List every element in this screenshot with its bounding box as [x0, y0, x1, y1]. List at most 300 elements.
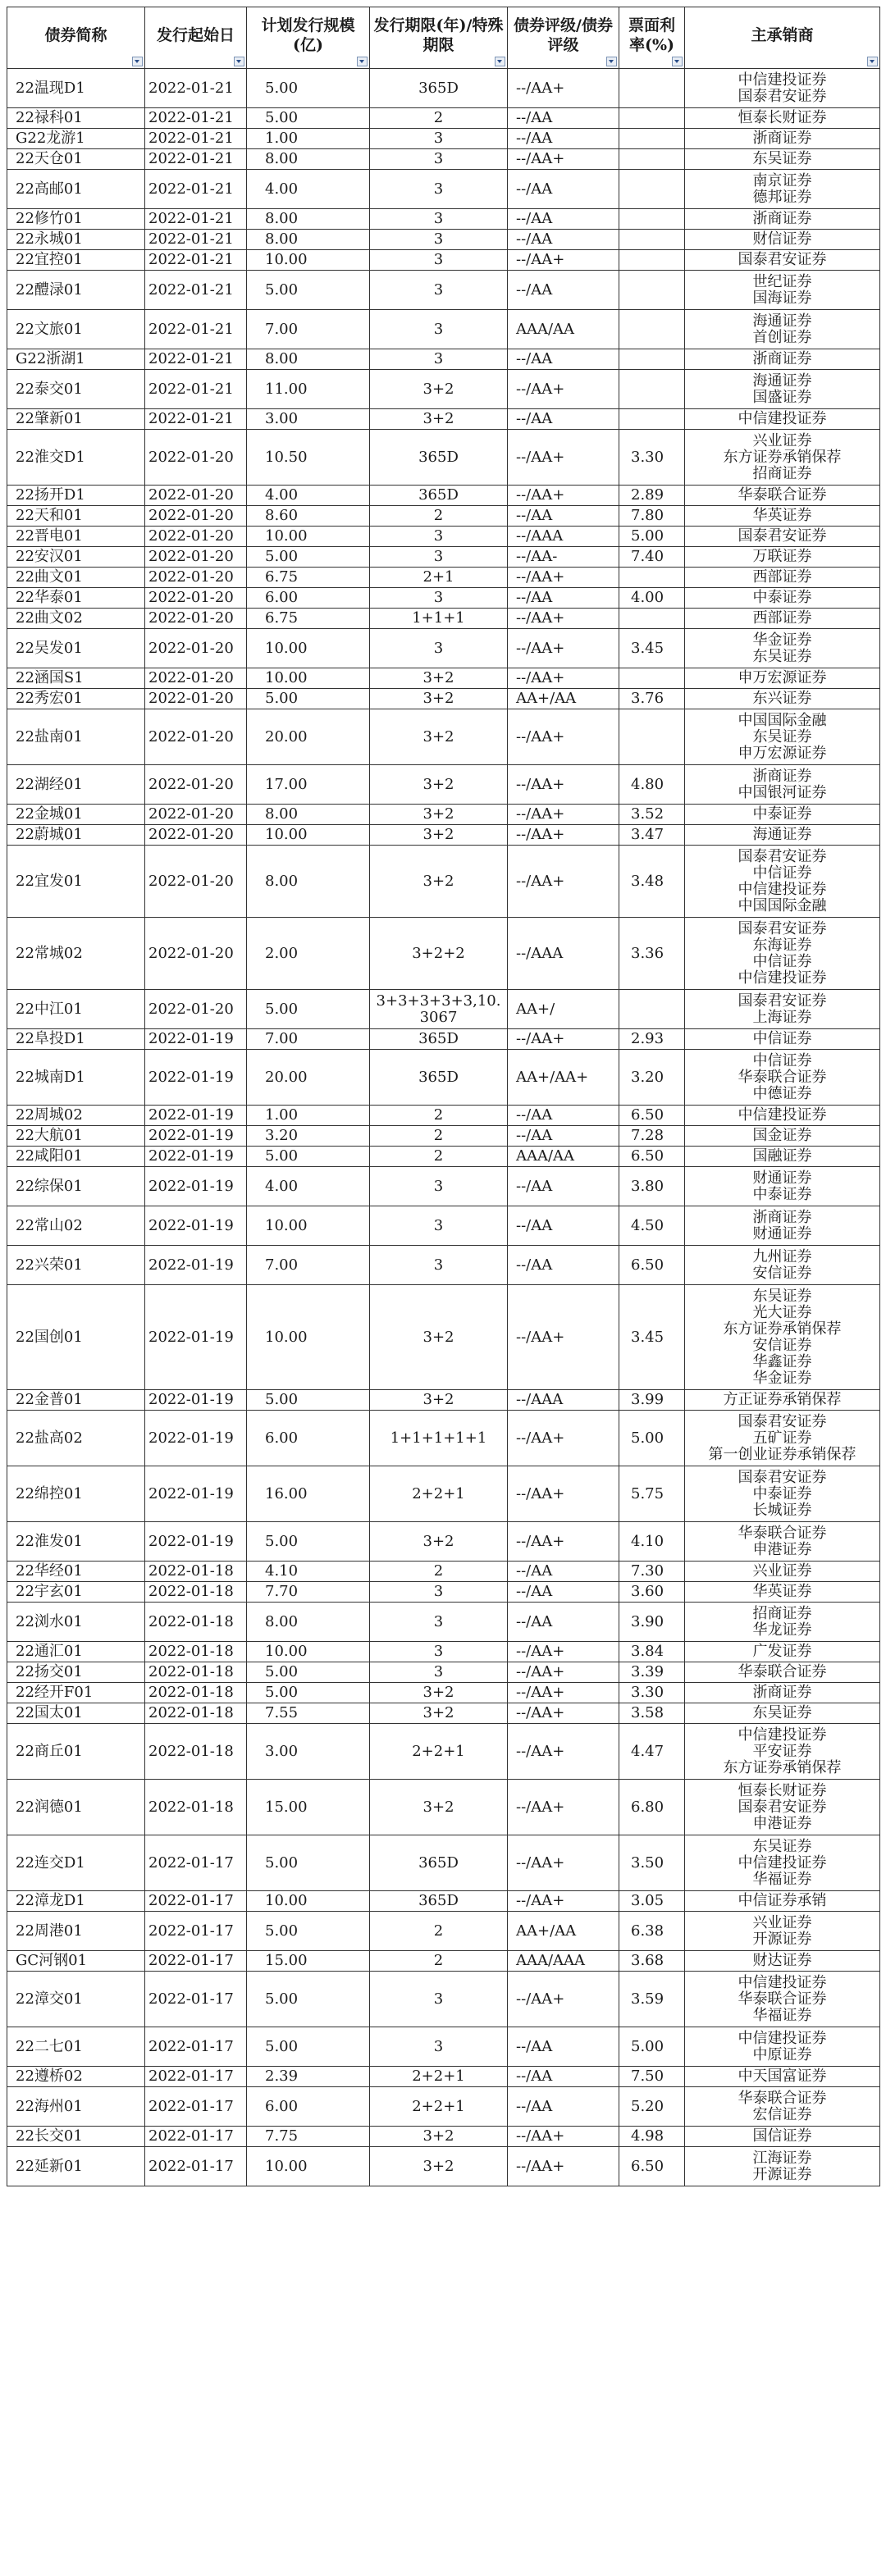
cell-term: 365D: [370, 486, 508, 506]
table-row: [7, 689, 880, 709]
cell-rating: --/AA+: [508, 250, 619, 271]
header-underwriter: 主承销商: [685, 7, 880, 69]
cell-planned-size: 7.00: [247, 310, 370, 349]
table-row: [7, 1912, 880, 1951]
table-row: [7, 209, 880, 230]
cell-bond-name: 22永城01: [7, 230, 145, 250]
underwriter-name: 海通证券: [752, 372, 812, 390]
filter-dropdown-icon[interactable]: [672, 57, 683, 66]
cell-bond-name: 22淮发01: [7, 1522, 145, 1562]
underwriter-name: 东方证券承销保荐: [723, 1758, 842, 1776]
cell-term: 2+2+1: [370, 1466, 508, 1522]
underwriter-name: 开源证券: [752, 1930, 812, 1948]
cell-term: 3: [370, 250, 508, 271]
cell-planned-size: 10.00: [247, 527, 370, 547]
cell-term: 1+1+1+1+1: [370, 1411, 508, 1466]
underwriter-name: 国盛证券: [752, 388, 812, 406]
table-row: [7, 1147, 880, 1167]
cell-planned-size: 17.00: [247, 765, 370, 805]
cell-issue-date: 2022-01-19: [145, 1466, 247, 1522]
cell-rating: --/AA: [508, 1582, 619, 1603]
cell-coupon-rate: [619, 69, 685, 108]
underwriter-name: 浙商证券: [752, 210, 812, 227]
filter-dropdown-icon[interactable]: [234, 57, 244, 66]
cell-planned-size: 8.00: [247, 1603, 370, 1642]
cell-term: 365D: [370, 430, 508, 486]
cell-bond-name: 22大航01: [7, 1126, 145, 1147]
underwriter-name: 浙商证券: [752, 130, 812, 147]
cell-issue-date: 2022-01-21: [145, 108, 247, 129]
cell-issue-date: 2022-01-19: [145, 1147, 247, 1167]
header-rating: 债券评级/债券评级: [508, 7, 619, 69]
underwriter-name: 德邦证券: [752, 188, 812, 206]
table-row: [7, 1972, 880, 2027]
underwriter-name: 上海证券: [752, 1008, 812, 1026]
cell-underwriter: [685, 1703, 880, 1724]
cell-issue-date: 2022-01-19: [145, 1050, 247, 1106]
cell-bond-name: 22兴荣01: [7, 1246, 145, 1285]
cell-term: 3+2: [370, 1522, 508, 1562]
underwriter-name: 华福证券: [752, 1870, 812, 1888]
cell-coupon-rate: [619, 170, 685, 209]
cell-coupon-rate: 4.80: [619, 765, 685, 805]
table-row: [7, 1642, 880, 1662]
cell-rating: --/AA+: [508, 846, 619, 918]
underwriter-name: 国信证券: [752, 2127, 812, 2145]
cell-planned-size: 10.00: [247, 629, 370, 668]
table-row: [7, 1780, 880, 1835]
cell-bond-name: 22涵国S1: [7, 668, 145, 689]
underwriter-name: 华英证券: [752, 507, 812, 524]
cell-rating: --/AA+: [508, 1522, 619, 1562]
table-row: [7, 108, 880, 129]
cell-coupon-rate: 7.30: [619, 1562, 685, 1582]
cell-planned-size: 8.00: [247, 230, 370, 250]
table-row: [7, 609, 880, 629]
cell-underwriter: [685, 2027, 880, 2067]
cell-term: 365D: [370, 1835, 508, 1891]
cell-term: 3: [370, 271, 508, 310]
filter-dropdown-icon[interactable]: [495, 57, 505, 66]
cell-rating: --/AA+: [508, 825, 619, 846]
underwriter-name: 海通证券: [752, 312, 812, 330]
underwriter-name: 东吴证券: [752, 1837, 812, 1855]
cell-underwriter: [685, 2127, 880, 2147]
cell-issue-date: 2022-01-19: [145, 1411, 247, 1466]
cell-underwriter: [685, 527, 880, 547]
cell-planned-size: 5.00: [247, 1683, 370, 1703]
cell-bond-name: 22金城01: [7, 805, 145, 825]
underwriter-name: 东吴证券: [752, 727, 812, 745]
cell-coupon-rate: [619, 129, 685, 149]
cell-coupon-rate: 3.50: [619, 1835, 685, 1891]
cell-planned-size: 15.00: [247, 1951, 370, 1972]
cell-issue-date: 2022-01-19: [145, 1167, 247, 1206]
cell-coupon-rate: 3.48: [619, 846, 685, 918]
cell-coupon-rate: 6.50: [619, 1147, 685, 1167]
cell-bond-name: 22宜控01: [7, 250, 145, 271]
cell-underwriter: [685, 689, 880, 709]
cell-rating: --/AA: [508, 2067, 619, 2087]
cell-term: 3+2: [370, 709, 508, 765]
cell-planned-size: 7.00: [247, 1029, 370, 1050]
cell-bond-name: 22周城02: [7, 1106, 145, 1126]
cell-planned-size: 5.00: [247, 547, 370, 568]
cell-underwriter: [685, 1891, 880, 1912]
header-bond-name: 债券简称: [7, 7, 145, 69]
cell-bond-name: 22漳龙D1: [7, 1891, 145, 1912]
cell-bond-name: 22城南D1: [7, 1050, 145, 1106]
cell-coupon-rate: 3.90: [619, 1603, 685, 1642]
cell-underwriter: [685, 1522, 880, 1562]
cell-underwriter: [685, 1029, 880, 1050]
underwriter-name: 东吴证券: [752, 1704, 812, 1721]
cell-issue-date: 2022-01-21: [145, 129, 247, 149]
cell-rating: --/AA+: [508, 568, 619, 588]
table-row: [7, 825, 880, 846]
cell-planned-size: 8.00: [247, 209, 370, 230]
cell-planned-size: 5.00: [247, 1912, 370, 1951]
underwriter-name: 华金证券: [752, 1369, 812, 1387]
underwriter-name: 中信建投证券: [738, 1973, 827, 1991]
underwriter-name: 中信证券: [752, 864, 812, 882]
cell-coupon-rate: 3.45: [619, 1285, 685, 1390]
table-row: [7, 1029, 880, 1050]
cell-issue-date: 2022-01-19: [145, 1029, 247, 1050]
cell-rating: --/AA+: [508, 149, 619, 170]
cell-issue-date: 2022-01-20: [145, 668, 247, 689]
underwriter-name: 平安证券: [752, 1742, 812, 1760]
cell-rating: --/AA: [508, 2027, 619, 2067]
cell-term: 3: [370, 1603, 508, 1642]
cell-coupon-rate: 4.00: [619, 588, 685, 609]
table-row: [7, 1126, 880, 1147]
cell-underwriter: [685, 609, 880, 629]
underwriter-name: 国泰君安证券: [738, 1412, 827, 1430]
cell-issue-date: 2022-01-20: [145, 825, 247, 846]
underwriter-name: 国海证券: [752, 289, 812, 307]
cell-coupon-rate: 7.50: [619, 2067, 685, 2087]
cell-planned-size: 2.39: [247, 2067, 370, 2087]
cell-underwriter: [685, 1780, 880, 1835]
cell-planned-size: 8.60: [247, 506, 370, 527]
cell-term: 3+2: [370, 1703, 508, 1724]
cell-rating: AAA/AA: [508, 310, 619, 349]
cell-underwriter: [685, 310, 880, 349]
table-row: [7, 588, 880, 609]
cell-planned-size: 7.00: [247, 1246, 370, 1285]
cell-coupon-rate: [619, 568, 685, 588]
underwriter-name: 财通证券: [752, 1224, 812, 1242]
cell-issue-date: 2022-01-20: [145, 629, 247, 668]
cell-planned-size: 7.75: [247, 2127, 370, 2147]
table-row: [7, 990, 880, 1029]
cell-rating: --/AA+: [508, 1891, 619, 1912]
cell-coupon-rate: 6.50: [619, 1106, 685, 1126]
cell-underwriter: [685, 825, 880, 846]
cell-planned-size: 5.00: [247, 990, 370, 1029]
table-row: [7, 668, 880, 689]
underwriter-name: 中信建投证券: [738, 969, 827, 987]
filter-dropdown-icon[interactable]: [606, 57, 617, 66]
cell-coupon-rate: 7.80: [619, 506, 685, 527]
cell-underwriter: [685, 2147, 880, 2186]
cell-planned-size: 4.00: [247, 170, 370, 209]
header-issue-date: 发行起始日: [145, 7, 247, 69]
cell-issue-date: 2022-01-20: [145, 527, 247, 547]
cell-underwriter: [685, 486, 880, 506]
underwriter-name: 国泰君安证券: [738, 1798, 827, 1816]
cell-issue-date: 2022-01-21: [145, 349, 247, 370]
cell-coupon-rate: 5.75: [619, 1466, 685, 1522]
cell-bond-name: 22秀宏01: [7, 689, 145, 709]
cell-bond-name: 22盐南01: [7, 709, 145, 765]
underwriter-name: 国金证券: [752, 1127, 812, 1144]
cell-rating: --/AA: [508, 1126, 619, 1147]
underwriter-name: 中泰证券: [752, 589, 812, 606]
cell-coupon-rate: 3.84: [619, 1642, 685, 1662]
cell-issue-date: 2022-01-21: [145, 170, 247, 209]
header-row: [7, 7, 880, 69]
cell-rating: AA+/AA: [508, 1912, 619, 1951]
cell-coupon-rate: [619, 149, 685, 170]
cell-bond-name: G22龙游1: [7, 129, 145, 149]
table-row: [7, 1562, 880, 1582]
cell-issue-date: 2022-01-20: [145, 805, 247, 825]
cell-issue-date: 2022-01-21: [145, 230, 247, 250]
cell-planned-size: 8.00: [247, 349, 370, 370]
table-row: [7, 1724, 880, 1780]
underwriter-name: 浙商证券: [752, 1208, 812, 1226]
cell-rating: --/AA+: [508, 1683, 619, 1703]
cell-term: 3+2+2: [370, 918, 508, 990]
cell-rating: --/AAA: [508, 527, 619, 547]
cell-rating: --/AA+: [508, 1780, 619, 1835]
underwriter-name: 恒泰长财证券: [738, 1781, 827, 1799]
underwriter-name: 华福证券: [752, 2006, 812, 2024]
cell-bond-name: 22延新01: [7, 2147, 145, 2186]
cell-underwriter: [685, 1050, 880, 1106]
underwriter-name: 恒泰长财证券: [738, 109, 827, 126]
cell-planned-size: 4.00: [247, 486, 370, 506]
underwriter-name: 广发证券: [752, 1643, 812, 1660]
cell-bond-name: 22天和01: [7, 506, 145, 527]
cell-term: 3+2: [370, 765, 508, 805]
cell-coupon-rate: 5.00: [619, 527, 685, 547]
cell-bond-name: 22曲文02: [7, 609, 145, 629]
cell-underwriter: [685, 1411, 880, 1466]
cell-underwriter: [685, 506, 880, 527]
cell-coupon-rate: [619, 709, 685, 765]
cell-planned-size: 3.00: [247, 1724, 370, 1780]
cell-issue-date: 2022-01-18: [145, 1724, 247, 1780]
cell-term: 2: [370, 1106, 508, 1126]
underwriter-name: 南京证券: [752, 171, 812, 189]
cell-bond-name: 22禄科01: [7, 108, 145, 129]
cell-underwriter: [685, 1724, 880, 1780]
underwriter-name: 第一创业证券承销保荐: [708, 1445, 856, 1463]
cell-rating: --/AA+: [508, 805, 619, 825]
cell-coupon-rate: 3.20: [619, 1050, 685, 1106]
cell-term: 3: [370, 1582, 508, 1603]
cell-bond-name: 22阜投D1: [7, 1029, 145, 1050]
cell-issue-date: 2022-01-20: [145, 918, 247, 990]
cell-underwriter: [685, 69, 880, 108]
cell-term: 2: [370, 1912, 508, 1951]
cell-issue-date: 2022-01-21: [145, 69, 247, 108]
cell-rating: --/AAA: [508, 918, 619, 990]
cell-rating: --/AA+: [508, 1285, 619, 1390]
cell-planned-size: 7.70: [247, 1582, 370, 1603]
underwriter-name: 中信建投证券: [738, 410, 827, 427]
cell-underwriter: [685, 209, 880, 230]
cell-coupon-rate: 4.10: [619, 1522, 685, 1562]
cell-bond-name: 22浏水01: [7, 1603, 145, 1642]
cell-planned-size: 5.00: [247, 1835, 370, 1891]
underwriter-name: 江海证券: [752, 2149, 812, 2167]
cell-term: 3+2: [370, 689, 508, 709]
cell-bond-name: 22金普01: [7, 1390, 145, 1411]
table-row: [7, 1683, 880, 1703]
cell-term: 3+2: [370, 1285, 508, 1390]
cell-bond-name: 22国太01: [7, 1703, 145, 1724]
cell-issue-date: 2022-01-19: [145, 1246, 247, 1285]
underwriter-name: 海通证券: [752, 826, 812, 843]
table-row: [7, 2087, 880, 2127]
cell-underwriter: [685, 1285, 880, 1390]
underwriter-name: 财通证券: [752, 1169, 812, 1187]
underwriter-name: 华泰联合证券: [738, 486, 827, 504]
cell-issue-date: 2022-01-19: [145, 1106, 247, 1126]
cell-rating: --/AA: [508, 230, 619, 250]
cell-planned-size: 5.00: [247, 1972, 370, 2027]
underwriter-name: 中德证券: [752, 1084, 812, 1102]
header-term: 发行期限(年)/特殊期限: [370, 7, 508, 69]
table-row: [7, 2147, 880, 2186]
cell-planned-size: 6.00: [247, 588, 370, 609]
cell-bond-name: 22常山02: [7, 1206, 145, 1246]
cell-coupon-rate: [619, 310, 685, 349]
cell-term: 365D: [370, 1029, 508, 1050]
cell-rating: --/AA+: [508, 1642, 619, 1662]
cell-issue-date: 2022-01-17: [145, 1912, 247, 1951]
underwriter-name: 浙商证券: [752, 1684, 812, 1701]
cell-issue-date: 2022-01-21: [145, 409, 247, 430]
cell-bond-name: 22海州01: [7, 2087, 145, 2127]
underwriter-name: 中信建投证券: [738, 1106, 827, 1124]
cell-underwriter: [685, 349, 880, 370]
cell-term: 1+1+1: [370, 609, 508, 629]
cell-coupon-rate: [619, 668, 685, 689]
cell-term: 2: [370, 1951, 508, 1972]
underwriter-name: 国泰君安证券: [738, 251, 827, 268]
cell-rating: --/AA: [508, 1246, 619, 1285]
cell-term: 3+2: [370, 1390, 508, 1411]
underwriter-name: 华金证券: [752, 631, 812, 649]
underwriter-name: 浙商证券: [752, 767, 812, 785]
bond-issuance-table: [7, 7, 880, 2186]
cell-bond-name: 22宇玄01: [7, 1582, 145, 1603]
cell-planned-size: 10.00: [247, 668, 370, 689]
underwriter-name: 华鑫证券: [752, 1352, 812, 1370]
underwriter-name: 华泰联合证券: [738, 2089, 827, 2107]
cell-issue-date: 2022-01-21: [145, 310, 247, 349]
filter-dropdown-icon[interactable]: [132, 57, 143, 66]
cell-term: 3: [370, 129, 508, 149]
header-planned-size: 计划发行规模(亿): [247, 7, 370, 69]
cell-planned-size: 6.00: [247, 1411, 370, 1466]
cell-underwriter: [685, 1662, 880, 1683]
underwriter-name: 中国银河证券: [738, 783, 827, 801]
table-row: [7, 1603, 880, 1642]
cell-planned-size: 10.00: [247, 250, 370, 271]
cell-term: 3: [370, 209, 508, 230]
filter-dropdown-icon[interactable]: [867, 57, 878, 66]
cell-planned-size: 5.00: [247, 1662, 370, 1683]
filter-dropdown-icon[interactable]: [357, 57, 368, 66]
cell-term: 3+2: [370, 2147, 508, 2186]
cell-rating: AA+/: [508, 990, 619, 1029]
cell-coupon-rate: 4.98: [619, 2127, 685, 2147]
cell-rating: --/AA+: [508, 1662, 619, 1683]
table-row: [7, 918, 880, 990]
cell-underwriter: [685, 709, 880, 765]
cell-issue-date: 2022-01-19: [145, 1522, 247, 1562]
cell-bond-name: 22遵桥02: [7, 2067, 145, 2087]
cell-bond-name: 22常城02: [7, 918, 145, 990]
cell-term: 3: [370, 1167, 508, 1206]
cell-coupon-rate: [619, 990, 685, 1029]
underwriter-name: 中泰证券: [752, 1185, 812, 1203]
cell-bond-name: 22泰交01: [7, 370, 145, 409]
cell-rating: --/AA+: [508, 1724, 619, 1780]
underwriter-name: 华英证券: [752, 1583, 812, 1600]
cell-term: 3: [370, 1972, 508, 2027]
cell-planned-size: 5.00: [247, 69, 370, 108]
cell-bond-name: 22修竹01: [7, 209, 145, 230]
cell-issue-date: 2022-01-17: [145, 2147, 247, 2186]
cell-term: 2: [370, 506, 508, 527]
table-row: [7, 2027, 880, 2067]
cell-rating: --/AA+: [508, 1972, 619, 2027]
cell-underwriter: [685, 1562, 880, 1582]
cell-underwriter: [685, 2067, 880, 2087]
cell-coupon-rate: 5.00: [619, 1411, 685, 1466]
cell-coupon-rate: [619, 108, 685, 129]
table-row: [7, 846, 880, 918]
table-row: [7, 1891, 880, 1912]
cell-coupon-rate: 3.45: [619, 629, 685, 668]
cell-rating: --/AA: [508, 170, 619, 209]
cell-issue-date: 2022-01-18: [145, 1582, 247, 1603]
table-row: [7, 709, 880, 765]
cell-planned-size: 6.00: [247, 2087, 370, 2127]
cell-planned-size: 10.00: [247, 1891, 370, 1912]
cell-issue-date: 2022-01-21: [145, 209, 247, 230]
cell-underwriter: [685, 230, 880, 250]
cell-issue-date: 2022-01-21: [145, 370, 247, 409]
cell-rating: --/AA: [508, 1167, 619, 1206]
cell-issue-date: 2022-01-20: [145, 846, 247, 918]
cell-planned-size: 15.00: [247, 1780, 370, 1835]
underwriter-name: 招商证券: [752, 464, 812, 482]
cell-bond-name: 22安汉01: [7, 547, 145, 568]
cell-planned-size: 5.00: [247, 1147, 370, 1167]
cell-planned-size: 16.00: [247, 1466, 370, 1522]
cell-underwriter: [685, 1246, 880, 1285]
underwriter-name: 宏信证券: [752, 2105, 812, 2123]
cell-term: 2: [370, 108, 508, 129]
